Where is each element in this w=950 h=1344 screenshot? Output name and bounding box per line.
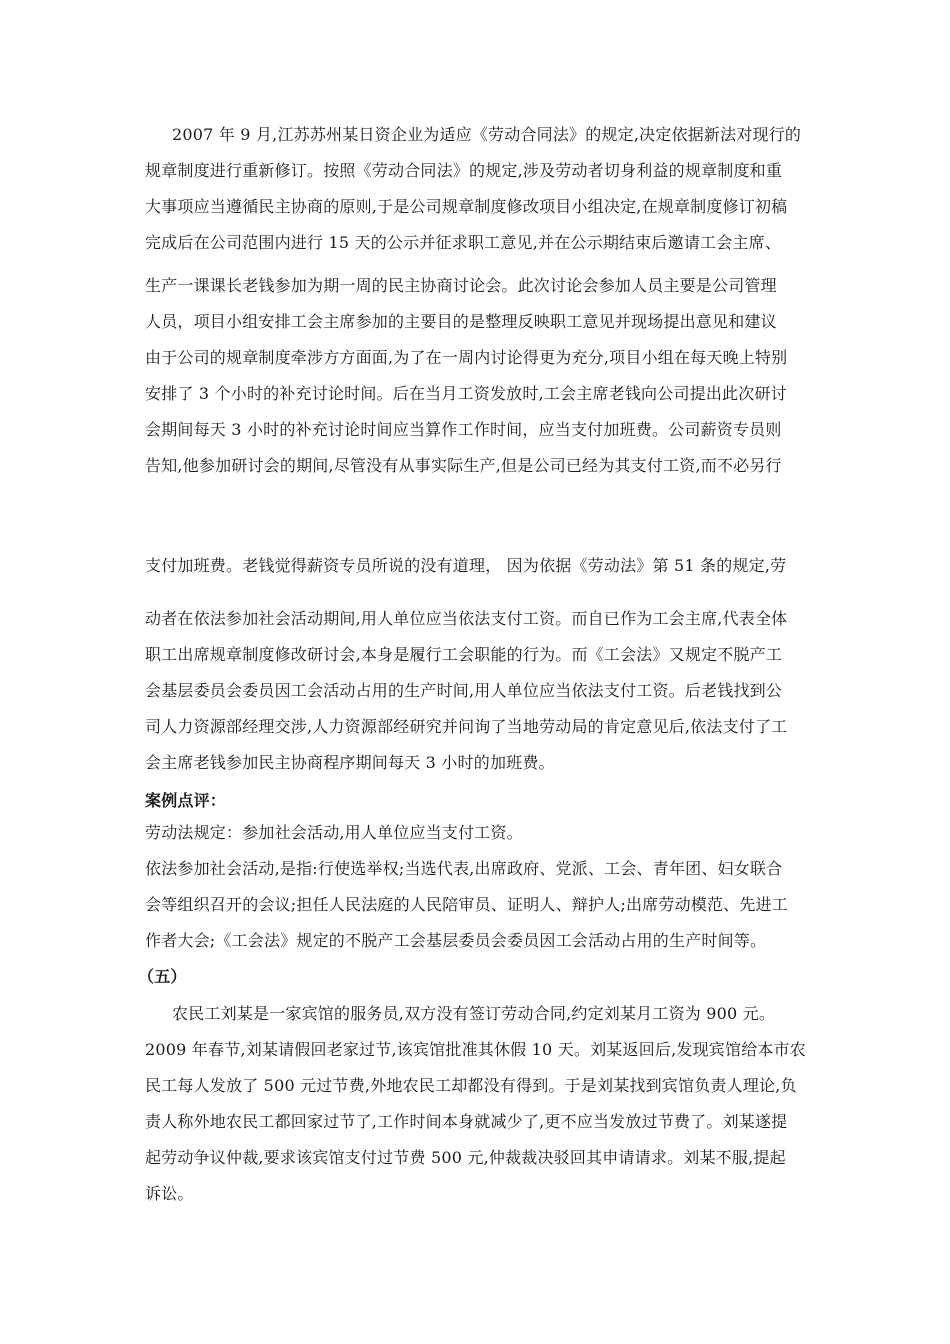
review-heading: 案例点评： — [145, 791, 227, 810]
paragraph-line: 安排了 3 个小时的补充讨论时间。后在当月工资发放时,工会主席老钱向公司提出此次研讨 — [145, 384, 787, 403]
paragraph-line: 人员，项目小组安排工会主席参加的主要目的是整理反映职工意见并现场提出意见和建议 — [145, 312, 777, 331]
review-line: 依法参加社会活动,是指:行使选举权;当选代表,出席政府、党派、工会、青年团、妇女联合 — [145, 859, 783, 878]
section-label: （五） — [138, 967, 187, 986]
review-line: 会等组织召开的会议;担任人民法庭的人民陪审员、证明人、辩护人;出席劳动模范、先进工 — [145, 895, 788, 914]
paragraph-line: 会基层委员会委员因工会活动占用的生产时间,用人单位应当依法支付工资。后老钱找到公 — [145, 681, 783, 700]
paragraph-line: 会主席老钱参加民主协商程序期间每天 3 小时的加班费。 — [145, 753, 555, 772]
paragraph-line: 生产一课课长老钱参加为期一周的民主协商讨论会。此次讨论会参加人员主要是公司管理 — [145, 276, 777, 295]
paragraph-line: 农民工刘某是一家宾馆的服务员,双方没有签订劳动合同,约定刘某月工资为 900 元。 — [172, 1004, 776, 1023]
paragraph-line: 由于公司的规章制度牵涉方方面面,为了在一周内讨论得更为充分,项目小组在每天晚上特别 — [145, 348, 788, 367]
review-line: 劳动法规定：参加社会活动,用人单位应当支付工资。 — [145, 823, 523, 842]
paragraph-line: 告知,他参加研讨会的期间,尽管没有从事实际生产,但是公司已经为其支付工资,而不必另行 — [145, 456, 782, 475]
paragraph-line: 2009 年春节,刘某请假回老家过节,该宾馆批准其休假 10 天。刘某返回后,发现宾馆给本市农 — [145, 1040, 806, 1059]
paragraph-line: 支付加班费。老钱觉得薪资专员所说的没有道理， 因为依据《劳动法》第 51 条的规定,劳 — [145, 556, 787, 575]
paragraph-line: 诉讼。 — [145, 1184, 194, 1203]
paragraph-line: 动者在依法参加社会活动期间,用人单位应当依法支付工资。而自已作为工会主席,代表全体 — [145, 609, 788, 628]
paragraph-line: 会期间每天 3 小时的补充讨论时间应当算作工作时间，应当支付加班费。公司薪资专员则 — [145, 420, 782, 439]
paragraph-line: 2007 年 9 月,江苏苏州某日资企业为适应《劳动合同法》的规定,决定依据新法对现行的 — [172, 125, 802, 144]
paragraph-line: 责人称外地农民工都回家过节了,工作时间本身就减少了,更不应当发放过节费了。刘某遂提 — [145, 1112, 788, 1131]
paragraph-line: 司人力资源部经理交涉,人力资源部经研究并问询了当地劳动局的肯定意见后,依法支付了工 — [145, 717, 788, 736]
paragraph-line: 起劳动争议仲裁,要求该宾馆支付过节费 500 元,仲裁裁决驳回其申请请求。刘某不服,提起 — [145, 1148, 786, 1167]
paragraph-line: 大事项应当遵循民主协商的原则,于是公司规章制度修改项目小组决定,在规章制度修订初稿 — [145, 197, 788, 216]
review-line: 作者大会;《工会法》规定的不脱产工会基层委员会委员因工会活动占用的生产时间等。 — [145, 931, 767, 950]
paragraph-line: 民工每人发放了 500 元过节费,外地农民工却都没有得到。于是刘某找到宾馆负责人理论,负 — [145, 1076, 797, 1095]
paragraph-line: 完成后在公司范围内进行 15 天的公示并征求职工意见,并在公示期结束后邀请工会主席、 — [145, 233, 782, 252]
paragraph-line: 规章制度进行重新修订。按照《劳动合同法》的规定,涉及劳动者切身利益的规章制度和重 — [145, 161, 783, 180]
paragraph-line: 职工出席规章制度修改研讨会,本身是履行工会职能的行为。而《工会法》又规定不脱产工 — [145, 645, 783, 664]
